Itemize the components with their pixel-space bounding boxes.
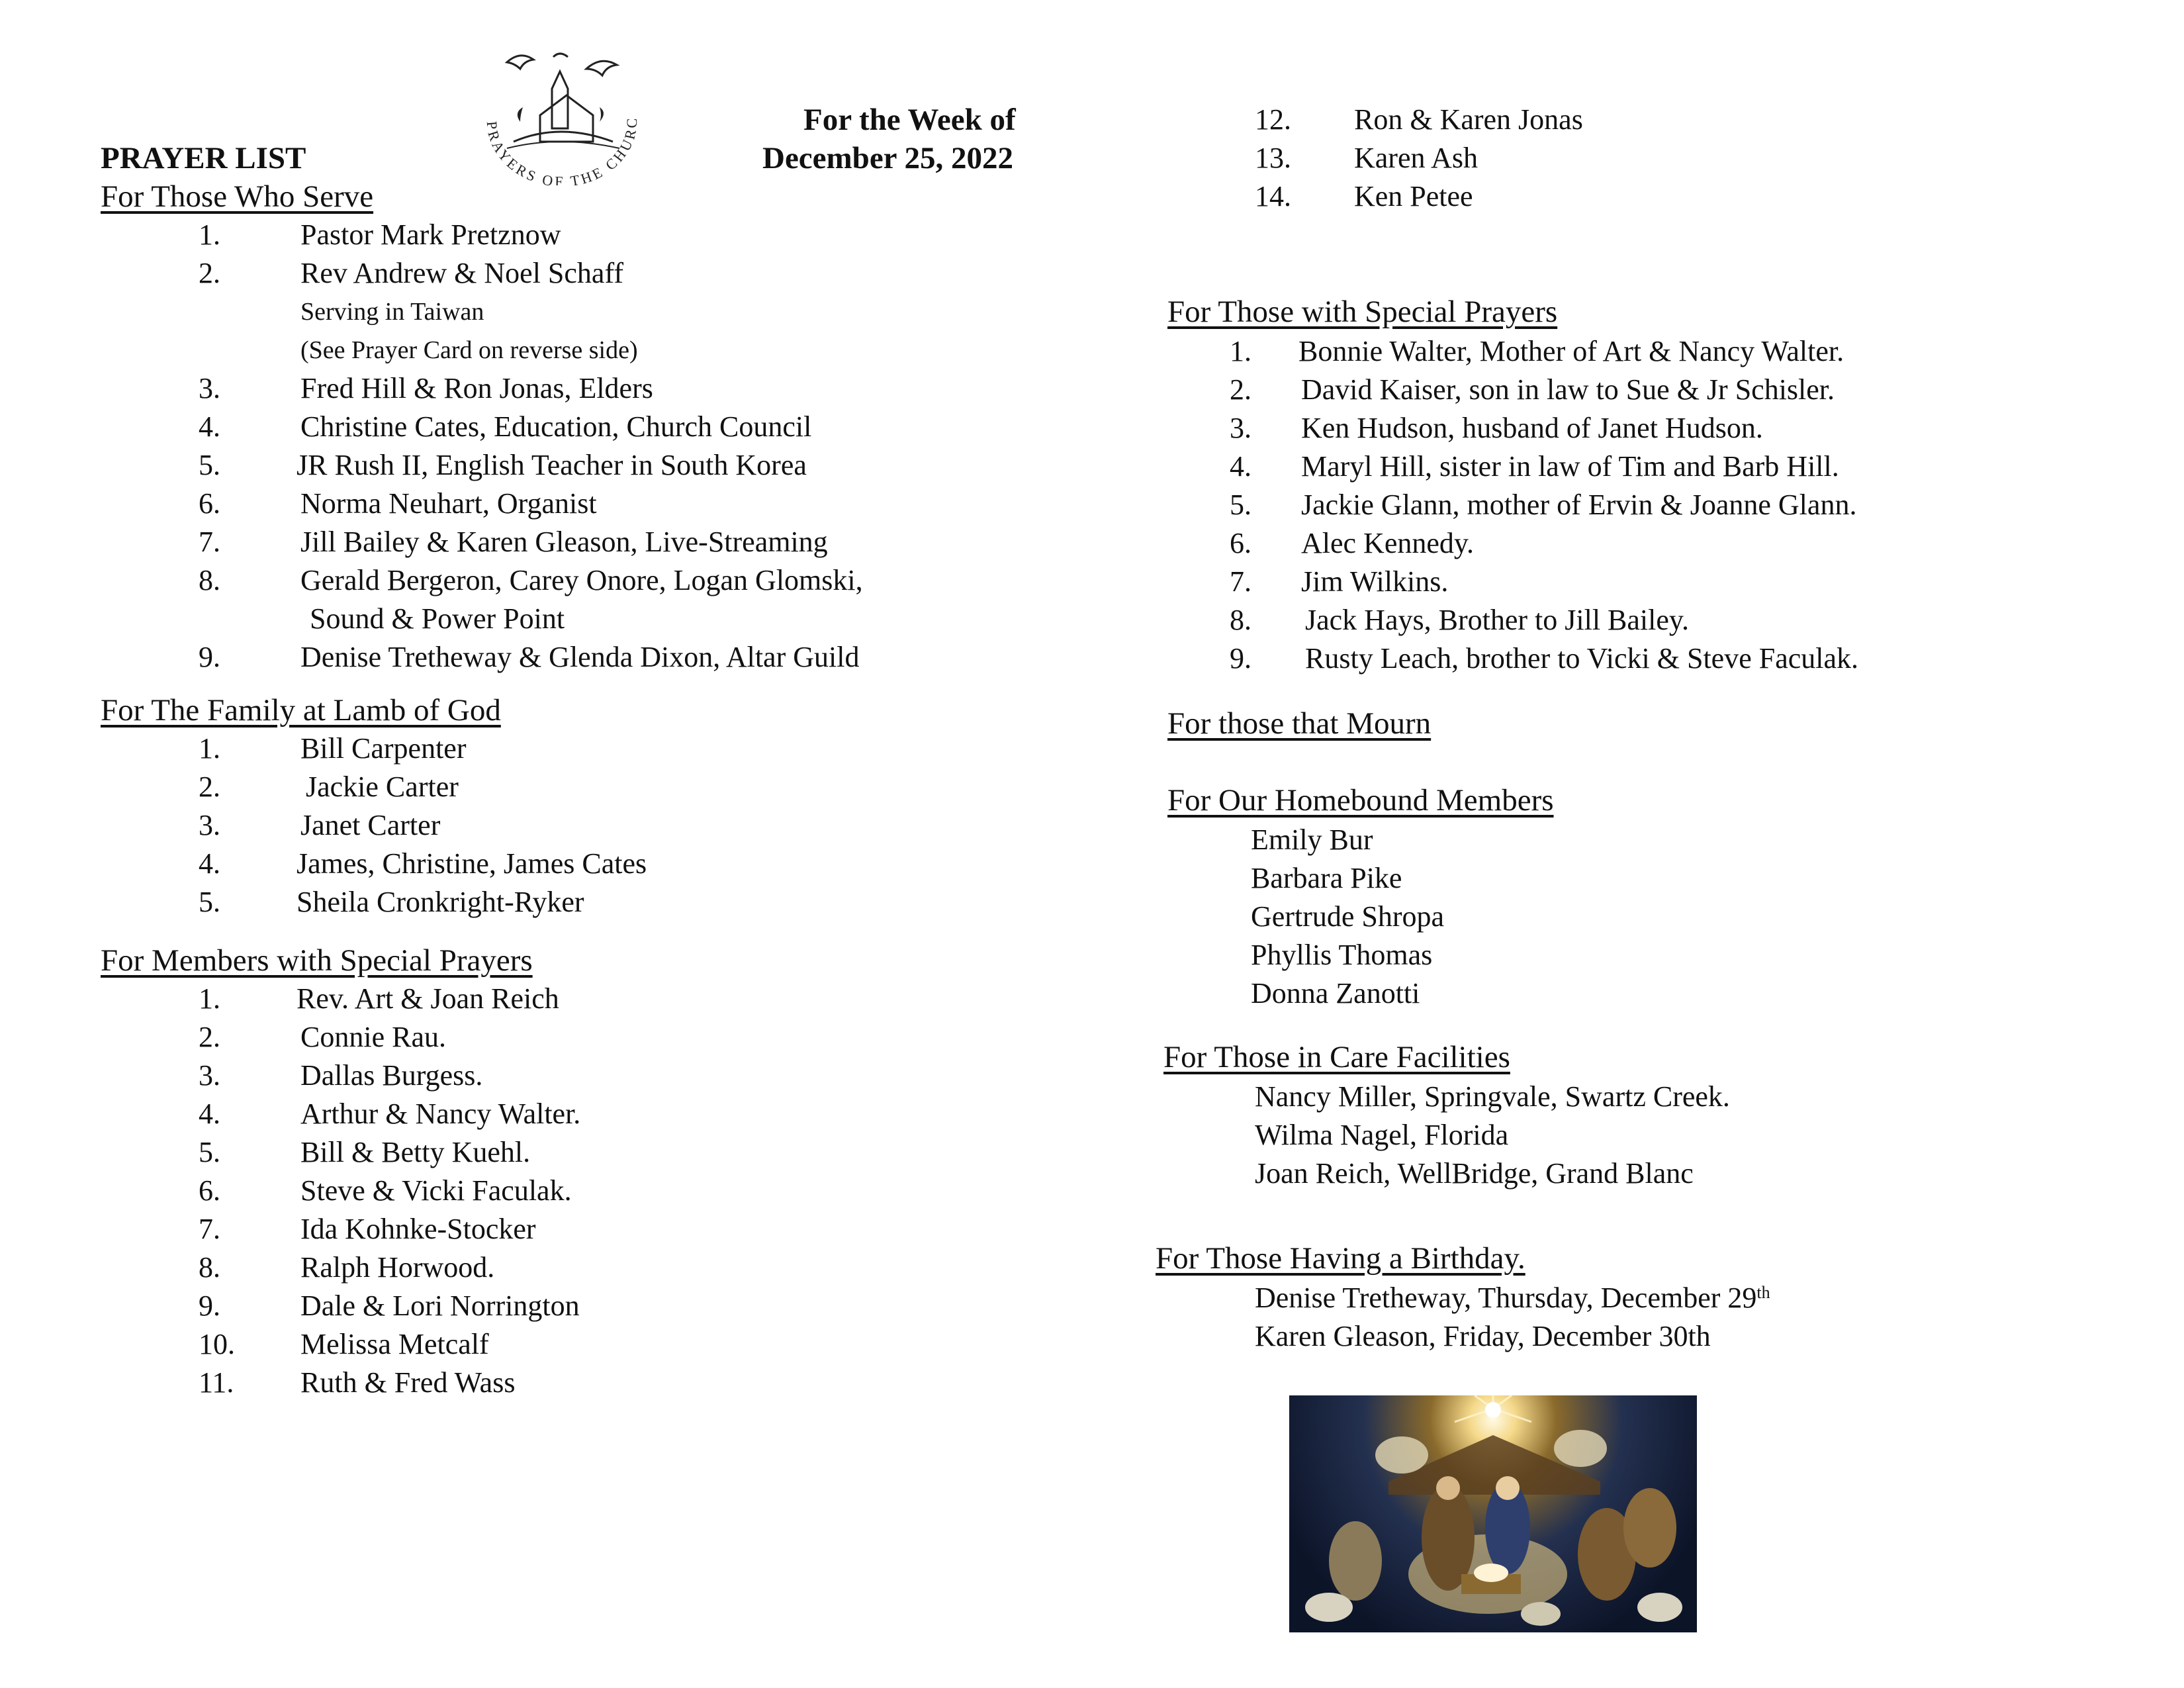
item-number: 2. — [1230, 373, 1251, 406]
serve-list — [199, 216, 1059, 677]
item-number: 2. — [199, 257, 220, 289]
section-heading-care: For Those in Care Facilities — [1163, 1040, 1510, 1074]
item-text: Ron & Karen Jonas — [1354, 103, 1583, 136]
list-item — [1255, 1279, 1770, 1317]
members-list-continued — [1255, 101, 2115, 216]
homebound-list — [1251, 821, 1444, 1013]
list-item — [199, 1325, 1059, 1364]
list-item — [199, 845, 1059, 883]
item-number: 2. — [199, 1021, 220, 1053]
list-item — [1230, 486, 2156, 524]
list-item: Donna Zanotti — [1251, 977, 1420, 1009]
item-number: 12. — [1255, 103, 1291, 136]
list-item — [199, 1018, 1059, 1056]
item-text: Bill Carpenter — [300, 732, 467, 765]
list-item — [199, 1248, 1059, 1287]
list-item — [199, 1133, 1059, 1172]
list-item — [1230, 601, 2156, 639]
item-number: 9. — [1230, 642, 1251, 675]
item-number: 1. — [199, 218, 220, 251]
list-item — [199, 485, 1059, 523]
item-text: Pastor Mark Pretznow — [300, 218, 561, 251]
members-list — [199, 980, 1059, 1402]
item-number: 8. — [199, 564, 220, 596]
care-list — [1255, 1078, 1730, 1193]
birthday-list — [1255, 1279, 1770, 1356]
list-item — [1230, 371, 2156, 409]
list-item — [199, 561, 1059, 600]
item-text: Bonnie Walter, Mother of Art & Nancy Walter. — [1298, 335, 1844, 367]
item-number: 8. — [199, 1251, 220, 1284]
list-item — [199, 768, 1059, 806]
list-item — [1230, 447, 2156, 486]
item-number: 3. — [199, 372, 220, 404]
item-text: Alec Kennedy. — [1301, 527, 1475, 559]
item-number: 4. — [199, 847, 220, 880]
church-logo-icon — [467, 42, 657, 185]
item-text: Sheila Cronkright-Ryker — [296, 886, 584, 918]
nativity-illustration-icon — [1289, 1395, 1697, 1632]
item-text: Ralph Horwood. — [300, 1251, 495, 1284]
list-item — [1230, 409, 2156, 447]
list-item-continuation — [199, 600, 1059, 638]
item-text: Ida Kohnke-Stocker — [300, 1213, 536, 1245]
item-number: 14. — [1255, 180, 1291, 212]
item-number: 9. — [199, 641, 220, 673]
item-number: 5. — [199, 1136, 220, 1168]
item-number: 11. — [199, 1366, 234, 1399]
item-number: 5. — [199, 449, 220, 481]
item-number: 1. — [199, 982, 220, 1015]
item-text: Jackie Carter — [306, 771, 459, 803]
item-number: 7. — [199, 1213, 220, 1245]
item-text: Christine Cates, Education, Church Council — [300, 410, 812, 443]
item-number: 4. — [1230, 450, 1251, 483]
list-item — [1255, 101, 2115, 139]
list-item — [199, 638, 1059, 677]
item-text: Janet Carter — [300, 809, 441, 841]
list-item — [199, 1287, 1059, 1325]
item-number: 1. — [199, 732, 220, 765]
item-number: 10. — [199, 1328, 235, 1360]
list-item — [199, 980, 1059, 1018]
list-item — [199, 254, 1059, 293]
item-text: Ken Petee — [1354, 180, 1473, 212]
item-text: Bill & Betty Kuehl. — [300, 1136, 531, 1168]
item-number: 8. — [1230, 604, 1251, 636]
list-item — [199, 408, 1059, 446]
item-text: Denise Tretheway & Glenda Dixon, Altar Guild — [300, 641, 860, 673]
item-number: 7. — [199, 526, 220, 558]
prayers-of-the-church-logo — [467, 42, 657, 185]
list-item — [199, 369, 1059, 408]
item-number: 5. — [199, 886, 220, 918]
item-text: Melissa Metcalf — [300, 1328, 489, 1360]
list-item — [1255, 177, 2115, 216]
item-text: Karen Ash — [1354, 142, 1478, 174]
item-number: 6. — [1230, 527, 1251, 559]
list-note — [199, 331, 1059, 369]
item-text: Connie Rau. — [300, 1021, 446, 1053]
item-number: 3. — [199, 809, 220, 841]
list-item: Emily Bur — [1251, 823, 1373, 856]
item-number: 5. — [1230, 489, 1251, 521]
item-text: Jackie Glann, mother of Ervin & Joanne Glann. — [1301, 489, 1857, 521]
item-text: Rev Andrew & Noel Schaff — [300, 257, 623, 289]
list-item — [199, 1056, 1059, 1095]
item-number: 1. — [1230, 335, 1251, 367]
birthday-text: Denise Tretheway, Thursday, December 29 — [1255, 1282, 1757, 1314]
page-title: PRAYER LIST — [101, 141, 306, 175]
item-text: JR Rush II, English Teacher in South Korea — [296, 449, 807, 481]
list-item — [199, 446, 1059, 485]
item-text: Dallas Burgess. — [300, 1059, 483, 1092]
list-item — [199, 1095, 1059, 1133]
item-number: 7. — [1230, 565, 1251, 598]
item-number: 3. — [199, 1059, 220, 1092]
nativity-scene-image — [1289, 1395, 1697, 1632]
item-text: Jill Bailey & Karen Gleason, Live-Streaming — [300, 526, 828, 558]
list-item — [199, 883, 1059, 921]
section-heading-birthday: For Those Having a Birthday. — [1156, 1241, 1525, 1276]
item-text: Fred Hill & Ron Jonas, Elders — [300, 372, 653, 404]
ordinal-suffix: th — [1756, 1283, 1770, 1302]
item-text: James, Christine, James Cates — [296, 847, 647, 880]
list-item — [1230, 524, 2156, 563]
list-item: Nancy Miller, Springvale, Swartz Creek. — [1255, 1080, 1730, 1113]
section-heading-special: For Those with Special Prayers — [1167, 295, 1558, 329]
item-number: 9. — [199, 1289, 220, 1322]
list-item: Wilma Nagel, Florida — [1255, 1119, 1509, 1151]
item-text: Gerald Bergeron, Carey Onore, Logan Glomski, — [300, 564, 863, 596]
item-text: Jack Hays, Brother to Jill Bailey. — [1305, 604, 1690, 636]
section-heading-mourn: For those that Mourn — [1167, 706, 1432, 741]
item-number: 4. — [199, 1098, 220, 1130]
svg-text:PRAYERS OF THE CHURCH: PRAYERS OF THE CHURC — [483, 115, 641, 185]
list-item — [199, 1210, 1059, 1248]
family-list — [199, 729, 1059, 921]
item-text: Dale & Lori Norrington — [300, 1289, 580, 1322]
item-text: Rusty Leach, brother to Vicki & Steve Faculak. — [1305, 642, 1859, 675]
item-number: 4. — [199, 410, 220, 443]
section-heading-homebound: For Our Homebound Members — [1167, 783, 1554, 818]
item-text: Ken Hudson, husband of Janet Hudson. — [1301, 412, 1763, 444]
list-note — [199, 293, 1059, 331]
item-number: 2. — [199, 771, 220, 803]
item-number: 3. — [1230, 412, 1251, 444]
item-text: David Kaiser, son in law to Sue & Jr Schisler. — [1301, 373, 1835, 406]
section-heading-family: For The Family at Lamb of God — [101, 693, 501, 727]
item-number: 13. — [1255, 142, 1291, 174]
item-text: Steve & Vicki Faculak. — [300, 1174, 572, 1207]
week-date: December 25, 2022 — [762, 141, 1013, 175]
list-item — [199, 1172, 1059, 1210]
item-text: Norma Neuhart, Organist — [300, 487, 597, 520]
list-item: Joan Reich, WellBridge, Grand Blanc — [1255, 1157, 1694, 1190]
item-text: Sound & Power Point — [310, 602, 565, 635]
list-item — [199, 806, 1059, 845]
item-text: Ruth & Fred Wass — [300, 1366, 516, 1399]
note-text: (See Prayer Card on reverse side) — [300, 336, 638, 364]
list-item: Barbara Pike — [1251, 862, 1402, 894]
item-number: 6. — [199, 487, 220, 520]
list-item: Phyllis Thomas — [1251, 939, 1433, 971]
item-text: Jim Wilkins. — [1301, 565, 1449, 598]
list-item — [199, 729, 1059, 768]
list-item: Karen Gleason, Friday, December 30th — [1255, 1320, 1711, 1352]
list-item — [199, 523, 1059, 561]
item-text: Maryl Hill, sister in law of Tim and Barb Hill. — [1301, 450, 1839, 483]
item-number: 6. — [199, 1174, 220, 1207]
week-label: For the Week of — [803, 103, 1016, 137]
list-item — [199, 216, 1059, 254]
note-text: Serving in Taiwan — [300, 298, 484, 326]
list-item — [199, 1364, 1059, 1402]
item-text: Arthur & Nancy Walter. — [300, 1098, 581, 1130]
list-item — [1230, 563, 2156, 601]
special-list — [1230, 332, 2156, 678]
item-text: Rev. Art & Joan Reich — [296, 982, 559, 1015]
list-item: Gertrude Shropa — [1251, 900, 1445, 933]
section-heading-serve: For Those Who Serve — [101, 179, 374, 214]
section-heading-members: For Members with Special Prayers — [101, 943, 533, 978]
list-item — [1230, 332, 2156, 371]
list-item — [1230, 639, 2156, 678]
list-item — [1255, 139, 2115, 177]
